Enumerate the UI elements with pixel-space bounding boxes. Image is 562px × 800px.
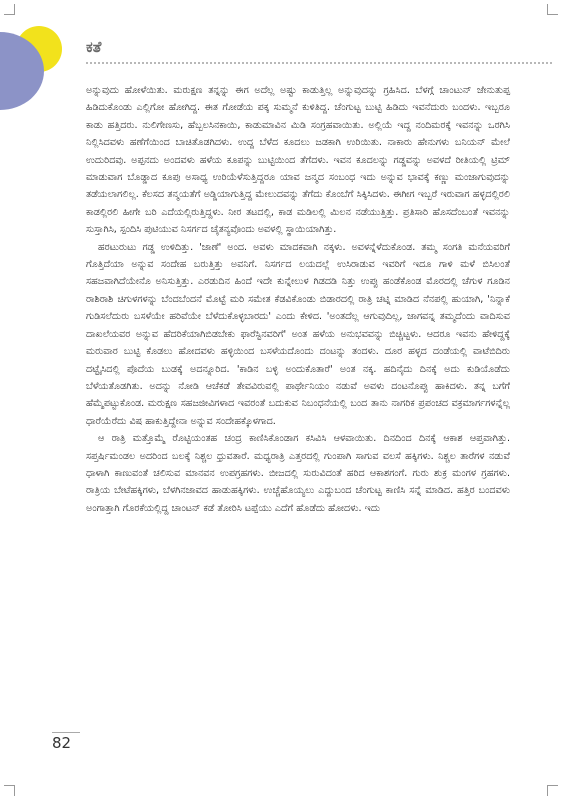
crop-mark-bottom-right xyxy=(547,785,558,796)
header-dotted-rule xyxy=(86,62,552,64)
paragraph: ಆ ರಾತ್ರಿ ಮತ್ತೊಮ್ಮೆ ರೊಟ್ಟಿಯಂತಹ ಚಂದ್ರ ಕಾಣಿಸಿಕೊಂಡಾಗ ಕಸಿವಿಸಿ ಆಳವಾಯಿತು. ದಿನದಿಂದ ದಿನಕ್ಕೆ ಆಕಾಶ ಆಪ್ತವಾಗಿತ್ತು. ಸಪ್ತರ್ಷಿಮಂಡಲ ಅದರಿಂದ ಬಲಕ್ಕೆ ನಿಶ್ಚಲ ಧ್ರುವತಾರೆ. ಮಧ್ಯರಾತ್ರಿ ಎತ್ತರದಲ್ಲಿ ಗುಂಪಾಗಿ ಸಾಗುವ ವಲಸೆ ಹಕ್ಕಿಗಳು. ನಿಶ್ಚಲ ತಾರೆಗಳ ನಡುವೆ ಧಾಳಾಗಿ ಕಾಣುವಂತೆ ಚಲಿಸುವ ಮಾನವನ ಉಪಗ್ರಹಗಳು. ಬೀಜದಲ್ಲಿ ಸುರುವಿದಂತೆ ಹರಿದ ಆಕಾಶಗಂಗೆ. ಗುರು ಶುಕ್ರ ಮಂಗಳ ಗ್ರಹಗಳು. ರಾತ್ರಿಯ ಬೇಟೆಹಕ್ಕಿಗಳು, ಬೆಳಗಿನಜಾವದ ಹಾಡುಹಕ್ಕಿಗಳು. ಉಚ್ಚೆಹೊಯ್ಯಲು ಎದ್ದುಬಂದ ಚೆಂಗುಟ್ಟ ಕಾಣಿಸಿ ಸನ್ನೆ ಮಾಡಿದ. ಹತ್ತಿರ ಬಂದವಳು ಅಂಗಾತ್ತಾಗಿ ಗೊರಕೆಯಲ್ಲಿದ್ದ ಚಾಂಟನ್ ಕಡೆ ತೋರಿಸಿ ಟಪ್ಪೆಯು ಎದೆಗೆ ಹೊಡೆದು ಹೋದಳು. ಇದು xyxy=(86,433,510,514)
decorative-circles xyxy=(0,0,80,110)
footer-rule xyxy=(52,732,80,733)
crop-mark-top-right xyxy=(547,4,558,15)
story-body xyxy=(86,82,510,517)
paragraph: ಅನ್ನುವುದು ಹೋಳೆಯಿತು. ಮರುಕ್ಷಣ ತನ್ನನ್ನು ಈಗ ಅದೆಲ್ಲ ಅಷ್ಟು ಕಾಡುತ್ತಿಲ್ಲ ಅನ್ನುವುದನ್ನು ಗ್ರಹಿಸಿದ. ಬೆಳಗ್ಗೆ ಚಾಂಟುನ್ ಜೇನುತುಪ್ಪ ಹಿಡಿದುಕೊಂಡು ಎಲ್ಲಿಗೋ ಹೋಗಿದ್ದ. ಈತ ಗೋಡೆಯ ಪಕ್ಕ ಸುಮ್ಮನೆ ಕುಳಿತಿದ್ದ. ಚೆಂಗುಟ್ಟ ಬುಟ್ಟಿ ಹಿಡಿದು ಇವನೆದುರು ಬಂದಳು. ಇಬ್ಬರೂ ಕಾಡು ಹತ್ತಿದರು. ನುಲಿಗೇಣಸು, ಹೆಬ್ಬಲಸಿನಕಾಯಿ, ಕಾಡುಮಾವಿನ ಮಿಡಿ ಸಂಗ್ರಹವಾಯಿತು. ಅಲ್ಲಿಯೆ ಇದ್ದ ನಂದಿಮರಕ್ಕೆ ಇವನನ್ನು ಒರಗಿಸಿ ನಿಲ್ಲಿಸಿದವಳು ಹಣೆಗೆಯಿಂದ ಬಾಚಿತೊಡಗಿದಳು. ಉದ್ದ ಬೆಳೆದ ಕೂದಲು ಜಡಕಾಗಿ ಉರಿಯಿತು. ನಾಕಾರು ಹೇನುಗಳು ಬನಿಯನ್ ಮೇಲೆ ಉದುರಿದವು. ಅಪ್ಪನದು ಅಂದವಳು ಹಳೆಯ ಕೂಪನ್ನು ಬುಟ್ಟಿಯಿಂದ ತೆಗೆದಳು. ಇವನ ಕೂದಲನ್ನು ಗಡ್ಡವನ್ನು ಅವಳದೆ ರೀತಿಯಲ್ಲಿ ಟ್ರಿಮ್ ಮಾಡುವಾಗ ಬೊಡ್ಡಾದ ಕೂಪು ಅಸಾಧ್ಯ ಉರಿಯೆಳೆಸುತ್ತಿದ್ದರೂ ಯಾವ ಜನ್ಮದ ಸಂಬಂಧ ಇದು ಅನ್ನುವ ಭಾವಕ್ಕೆ ಕಣ್ಣು ಮಂಜಾಗುವುದನ್ನು ತಡೆಯಲಾಗಲಿಲ್ಲ. ಕೆಲಸದ ತನ್ಮಯತೆಗೆ ಅಡ್ಡಿಯಾಗುತ್ತಿದ್ದ ಮೇಲುದವನ್ನು ತೆಗೆದು ಕೊಂಬೆಗೆ ಸಿಕ್ಕಿಸಿದಳು. ಈಗೀಗ ಇಬ್ಬರೆ ಇರುವಾಗ ಹಳ್ಳದಲ್ಲಿರಲಿ ಕಾಡಲ್ಲಿರಲಿ ಹೀಗೇ ಬರಿ ಎದೆಯಲ್ಲಿರುತ್ತಿದ್ದಳು. ನೀರ ತಟದಲ್ಲಿ, ಕಾಡ ಮಡಿಲಲ್ಲಿ ಮಿಲನ ನಡೆಯುತ್ತಿತ್ತು. ಪ್ರತಿಸಾರಿ ಹೊಸದೆಂಬಂತೆ ಇವನನ್ನು ಸುಸ್ತಾಗಿಸಿ, ಸ್ಪಂದಿಸಿ ಪುಟಿಯುವ ನಿಸರ್ಗದ ಚೈತನ್ಯವೊಂದು ಅವಳಲ್ಲಿ ಸ್ಥಾಯಿಯಾಗಿತ್ತು. xyxy=(86,85,510,236)
crop-mark-bottom-left xyxy=(4,785,15,796)
section-title: ಕತೆ xyxy=(86,38,102,56)
page-number: 82 xyxy=(52,734,72,752)
paragraph: ಹರಟುರುಟು ಗಡ್ಡ ಉಳಿದಿತ್ತು. 'ಜಾಣೆ' ಅಂದ. ಅವಳು ಮಾದಕವಾಗಿ ನಕ್ಕಳು. ಅವಳನ್ನೆಳೆದುಕೊಂಡ. ತಮ್ಮ ಸಂಗತಿ ಮನೆಯವರಿಗೆ ಗೊತ್ತಿದೆಯಾ ಅನ್ನುವ ಸಂದೇಹ ಬರುತ್ತಿತ್ತು ಅವನಿಗೆ. ನಿಸರ್ಗದ ಲಯದಲ್ಲೆ ಉಸಿರಾಡುವ ಇವರಿಗೆ ಇದೂ ಗಾಳಿ ಮಳೆ ಬಿಸಿಲಂತೆ ಸಹಜವಾಗಿದೆಯೇನೊ ಅನಿಸುತ್ತಿತ್ತು. ಎರಡುದಿನ ಹಿಂದೆ ಇದೇ ಕುನ್ನೇಲುಳ ಗಿಡದಡಿ ನಿತ್ತು ಉಪ್ಪು ಹಂಡೆಕೊಂಡ ಮೊರದಲ್ಲಿ ಚೆಗುಳ ಗೂಡಿನ ರಾಶಿರಾಶಿ ಚಿಗುಳಗಳನ್ನು ಬೆಂದಬೆಂದನೆ ಮೊಟ್ಟೆ ಮರಿ ಸಮೇತ ಕೆಡವಿಕೊಂಡು ಬಿಡಾರದಲ್ಲಿ ರಾತ್ರಿ ಚಟ್ನಿ ಮಾಡಿದ ನೆನಪಲ್ಲಿ ಹುಯಾಗಿ, 'ನಿನ್ನಾಕೆ ಗುಡಿಸಲೆದುರು ಬಸಳೆಯೇ ಹರಿವೆಯೇ ಬೆಳೆದುಕೊಳ್ಳಬಾರದು' ಎಂದು ಕೇಳಿದ. 'ಅಂತದೆಲ್ಲ ಆಗುವುದಿಲ್ಲ, ಜಾಗವನ್ನ ತಮ್ಮದೆಂದು ವಾದಿಸುವ ದಾಖಲೆಯವರ ಅನ್ನುವ ಹೆದರಿಕೆಯಾಗಿಬಿಡಬೇಕು ಫಾರೆಸ್ಟಿನವರಿಗೆ' ಅಂತ ಹಳೆಯ ಅನುಭವವನ್ನು ಬಿಚ್ಚಿಟ್ಟಳು. ಆದರೂ ಇವನು ಹೇಳಿದ್ದಕ್ಕೆ ಮರುವಾರ ಬುಟ್ಟಿ ಕೊಡಲು ಹೋದವಳು ಹಳ್ಳಿಯಿಂದ ಬಸಳೆಯದೊಂದು ದಂಟನ್ನು ತಂದಳು. ದೂರ ಹಳ್ಳದ ದಂಡೆಯಲ್ಲಿ ವಾಟೆಬಿದಿರು ದಟ್ಟೈಸಿದಲ್ಲಿ ಪೊದೆಯ ಬುಡಕ್ಕೆ ಅದನ್ನೂರಿದ. 'ಕಾಡಿನ ಬಳ್ಳಿ ಅಂದುಕೊತಾರೆ' ಅಂತ ನಕ್ಕ. ಹದಿನೈದು ದಿನಕ್ಕೆ ಅದು ಕುಡಿಯೊಡೆದು ಬೆಳೆಯತೊಡಗಿತು. ಅದನ್ನು ನೋಡಿ ಆಚೆಕಡೆ ತೇವವಿರುವಲ್ಲಿ ಪಾರ್ಥೇನಿಯಂ ನಡುವೆ ಅವಳು ದಂಟನೊಪ್ಪು ಹಾಕಿದಳು. ತನ್ನ ಬಗೆಗೆ ಹೆಮ್ಮೆಪಟ್ಟುಕೊಂಡ. ಮರುಕ್ಷಣ ಸಹಜಜೀವಿಗಳಾದ ಇವರಂತೆ ಬದುಕುವ ನಿಬಂಧನೆಯಲ್ಲಿ ಬಂದ ತಾನು ನಾಗರಿಕ ಪ್ರಪಂಚದ ವಕ್ರಮಾರ್ಗಗಳನ್ನೆಲ್ಲ ಧಾರೆಯೆರೆದು ವಿಷ ಹಾಕುತ್ತಿದ್ದೇನಾ ಅನ್ನುವ ಸಂದೇಹಕ್ಕೊಳಗಾದ. xyxy=(86,241,510,427)
